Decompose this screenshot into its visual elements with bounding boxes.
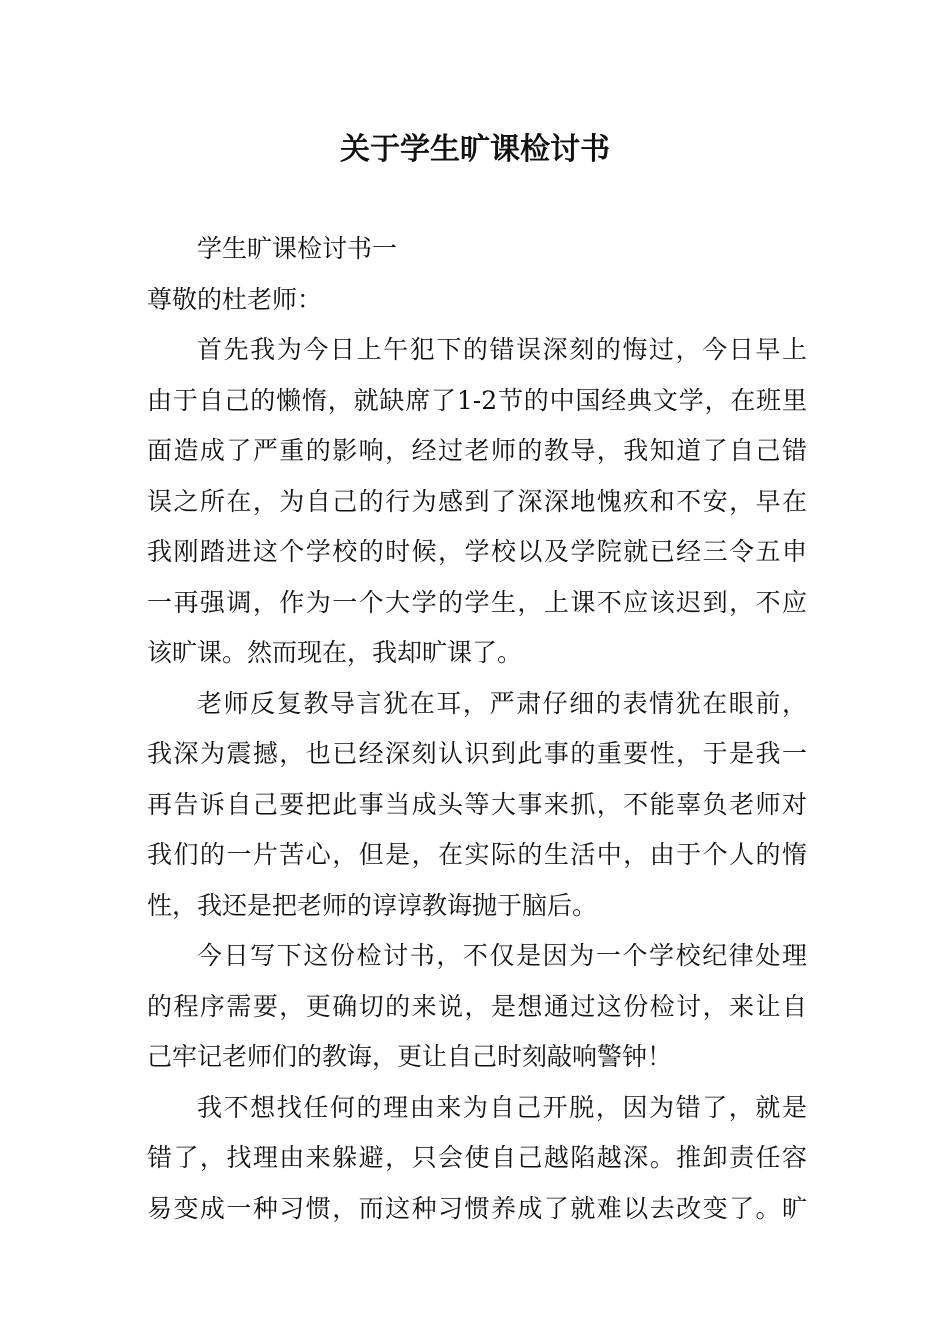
paragraph-line: 误之所在，为自己的行为感到了深深地愧疚和不安，早在: [147, 486, 807, 516]
paragraph-line: 由于自己的懒惰，就缺席了1-2节的中国经典文学，在班里: [147, 385, 807, 415]
paragraph-line: 我刚踏进这个学校的时候，学校以及学院就已经三令五申: [147, 537, 807, 566]
paragraph-line: 首先我为今日上午犯下的错误深刻的悔过，今日早上: [197, 335, 807, 364]
paragraph-line: 的程序需要，更确切的来说，是想通过这份检讨，来让自: [147, 991, 807, 1021]
paragraph-3: [147, 931, 807, 1083]
paragraph-line: 性，我还是把老师的谆谆教诲抛于脑后。: [147, 890, 598, 920]
paragraph-line: 老师反复教导言犹在耳，严肃仔细的表情犹在眼前，: [197, 688, 807, 718]
paragraph-1: [147, 325, 807, 679]
paragraph-line: 今日写下这份检讨书，不仅是因为一个学校纪律处理: [197, 941, 807, 970]
paragraph-line: 我们的一片苦心，但是，在实际的生活中，由于个人的惰: [147, 840, 807, 869]
paragraph-line: 我深为震撼，也已经深刻认识到此事的重要性，于是我一: [147, 739, 807, 768]
document-body: [147, 224, 807, 1234]
salutation: 尊敬的杜老师：: [147, 284, 323, 314]
paragraph-4: [147, 1083, 807, 1235]
paragraph-line: 己牢记老师们的教诲，更让自己时刻敲响警钟！: [147, 1042, 673, 1071]
document-title: 关于学生旷课检讨书: [340, 132, 610, 167]
paragraph-line: 易变成一种习惯，而这种习惯养成了就难以去改变了。旷: [147, 1193, 807, 1223]
paragraph-2: [147, 679, 807, 932]
paragraph-line: 一再强调，作为一个大学的学生，上课不应该迟到，不应: [147, 587, 807, 617]
subheading: 学生旷课检讨书一: [197, 234, 398, 263]
paragraph-line: 错了，找理由来躲避，只会使自己越陷越深。推卸责任容: [147, 1143, 807, 1172]
paragraph-line: 该旷课。然而现在，我却旷课了。: [147, 638, 523, 667]
paragraph-line: 我不想找任何的理由来为自己开脱，因为错了，就是: [197, 1092, 807, 1122]
paragraph-line: 面造成了严重的影响，经过老师的教导，我知道了自己错: [147, 436, 807, 465]
paragraph-line: 再告诉自己要把此事当成头等大事来抓，不能辜负老师对: [147, 789, 807, 819]
